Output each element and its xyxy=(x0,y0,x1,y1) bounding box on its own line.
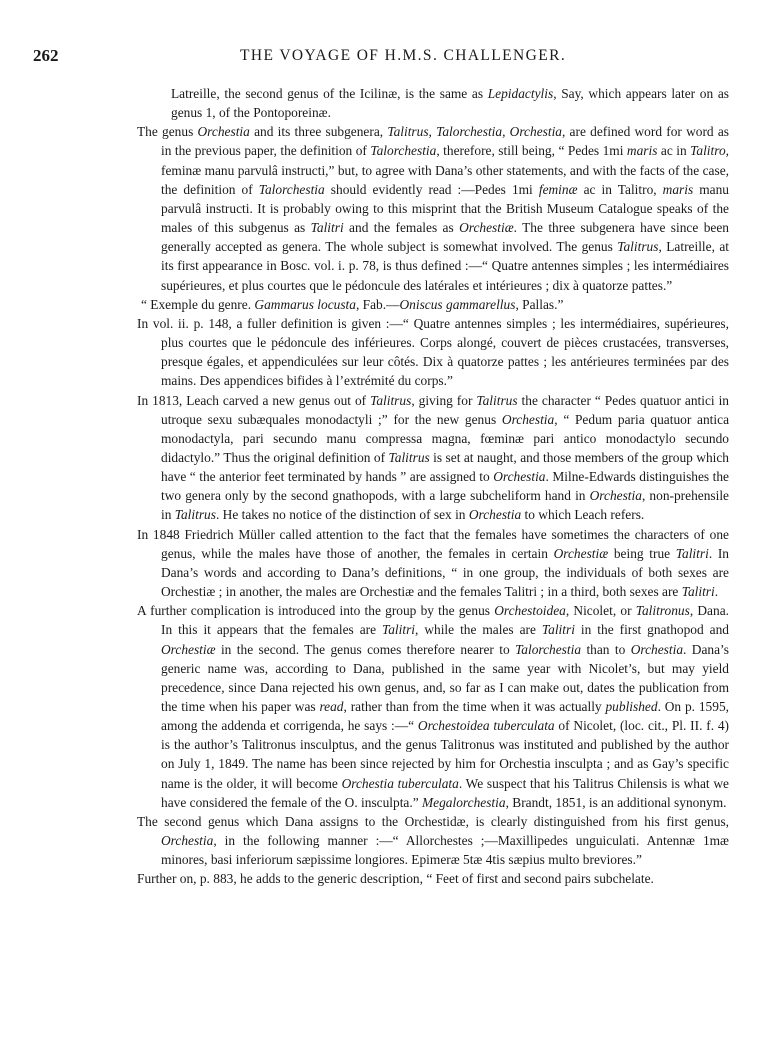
paragraph xyxy=(141,295,729,314)
text-run: , “ Pedum paria quatuor antica monodactyla, pari secundo manu compressa magna, fœminæ pari antico monodactylo secundo didactylo.” Thus the original definition of xyxy=(161,411,730,465)
paragraph xyxy=(137,601,730,812)
italic-term: Oniscus gammarellus xyxy=(399,296,516,312)
italic-term: Orchestiæ xyxy=(161,641,216,657)
text-run: , non-prehensile in xyxy=(161,488,729,523)
text-run: . We suspect that his Talitrus Chilensis is what we have considered the female of the O. insculpta.” xyxy=(161,775,729,810)
text-run: The second genus which Dana assigns to the Orchestidæ, is clearly distinguished from his first genus, xyxy=(137,813,729,829)
text-run: . xyxy=(714,584,719,600)
text-run: , Pallas.” xyxy=(515,296,564,312)
running-title: THE VOYAGE OF H.M.S. CHALLENGER. xyxy=(240,47,567,64)
text-run: . Dana’s generic name was, according to Dana, published in the same year with Nicolet’s, but may yield precedence, since Dana rejected his own genus, and, so far as I can make out, dates the publication from the time when his paper was xyxy=(161,641,729,714)
text-run: should evidently read :—Pedes 1mi xyxy=(324,181,539,197)
italic-term: Orchestia xyxy=(493,469,546,485)
page-number: 262 xyxy=(33,46,59,65)
text-run: manu parvulâ instructi. It is probably owing to this misprint that the British Museum Catalogue speaks of the males of this subgenus as xyxy=(161,181,729,236)
paragraph xyxy=(171,84,729,122)
text-run: than to xyxy=(581,641,631,657)
text-run: , in the following manner :—“ Allorchestes ;—Maxillipedes unguiculati. Antennæ 1mæ minores, basi inferiorum sæpissime longiores. Epimeræ 5tæ 4tis sæpius multo breviores.” xyxy=(161,833,729,868)
italic-term: Orchestiæ xyxy=(553,545,609,561)
italic-term: maris xyxy=(626,143,658,159)
italic-term: read xyxy=(319,699,344,714)
italic-term: Talitri xyxy=(382,622,416,638)
italic-term: Talitrus, Talorchestia, Orchestia xyxy=(387,124,562,140)
paragraph xyxy=(137,525,729,602)
text-run: and its three subgenera, xyxy=(249,124,388,140)
italic-term: Talitri xyxy=(541,622,575,638)
text-run: In 1813, Leach carved a new genus out of xyxy=(137,392,371,408)
text-run: , giving for xyxy=(411,392,477,408)
italic-term: published xyxy=(605,699,658,714)
italic-term: Orchestiæ xyxy=(459,220,514,236)
text-run: In 1848 Friedrich Müller called attention to the fact that the females have sometimes the characters of one genus, while the males have those of another, the females in certain xyxy=(137,526,729,561)
italic-term: Lepidactylis xyxy=(487,86,554,101)
italic-term: Talitrus xyxy=(476,392,518,408)
text-run: . On p. 1595, among the addenda et corrigenda, he says :—“ xyxy=(161,699,729,734)
text-run: , Latreille, at its first appearance in Bosc. vol. i. p. 78, is thus defined :—“ Quatre antennes simples ; les intermédiaires supérieures, et plus courtes que le pédoncule des latérales et intérieures ; dix à quatorze pattes.” xyxy=(161,239,730,293)
italic-term: Talitri xyxy=(681,584,715,600)
italic-term: maris xyxy=(662,181,694,197)
text-run: . The three subgenera have since been generally accepted as genera. The whole subject is somewhat involved. The genus xyxy=(161,220,729,255)
text-run: In vol. ii. p. 148, a fuller definition is given :—“ Quatre antennes simples ; les intermédiaires, supérieures, plus courtes que le pédoncule des inférieures. Corps alongé, couvert de pièces crustacées, transverses, presque égales, et appendiculées sur leur côtés. Dix à quatorze pattes ; les antérieures terminées par des mains. Des appendices bifides à l’extrémité du corps.” xyxy=(137,315,729,389)
text-run: . In Dana’s words and according to Dana’s definitions, “ in one group, the individuals of both sexes are Orchestiæ ; in another, the males are Orchestiæ and the females Talitri ; in a third, both sexes are xyxy=(161,545,729,600)
paragraph xyxy=(137,314,729,391)
italic-term: Talitronus xyxy=(635,603,690,619)
text-run: of Nicolet, (loc. cit., Pl. II. f. 4) is the author’s Talitronus insculptus, and the genus Talitronus was instituted and published by the author on July 1, 1849. The name has been since rejected by him for Orchestia insculpta ; and as Gay’s specific name is the older, it will become xyxy=(161,718,730,791)
italic-term: Orchestia tuberculata xyxy=(341,775,459,791)
text-run: . Milne-Edwards distinguishes the two genera only by the second gnathopods, with a large subcheliform hand in xyxy=(161,469,730,504)
page-header xyxy=(33,46,733,72)
text-run: , rather than from the time when it was actually xyxy=(343,699,606,714)
text-run: ac in Talitro, xyxy=(577,181,663,197)
italic-term: Talitri xyxy=(310,220,344,236)
italic-term: Talorchestia xyxy=(258,181,325,197)
italic-term: Orchestia xyxy=(630,641,684,657)
text-run: , Nicolet, or xyxy=(565,603,636,619)
text-run: , therefore, still being, “ Pedes 1mi xyxy=(436,143,627,159)
text-run: , Dana. In this it appears that the females are xyxy=(161,603,729,638)
italic-term: Talitrus xyxy=(370,392,412,408)
italic-term: Talorchestia xyxy=(370,143,437,159)
paragraph xyxy=(137,812,729,869)
italic-term: Orchestia xyxy=(501,411,555,427)
italic-term: Orchestia xyxy=(589,488,642,504)
text-run: , Brandt, 1851, is an additional synonym. xyxy=(505,794,727,810)
italic-term: Talitrus xyxy=(388,449,430,465)
italic-term: Talitri xyxy=(675,545,709,561)
italic-term: Orchestia xyxy=(468,507,522,523)
italic-term: Orchestoidea xyxy=(494,603,566,619)
text-run: to which Leach refers. xyxy=(521,507,645,523)
text-run: is set at naught, and those members of the group which have “ the anterior feet terminated by hands ” are assigned to xyxy=(161,449,729,485)
italic-term: Talorchestia xyxy=(515,641,582,657)
italic-term: Orchestia xyxy=(197,124,250,140)
italic-term: Orchestoidea tuberculata xyxy=(417,718,555,734)
text-run: being true xyxy=(608,545,676,561)
italic-term: feminæ xyxy=(538,181,578,197)
text-run: , feminæ manu parvulâ instructi,” but, to agree with Dana’s other statements, and with the facts of the case, the definition of xyxy=(161,143,729,197)
italic-term: Talitrus xyxy=(617,239,659,255)
italic-term: Gammarus locusta xyxy=(254,296,356,312)
text-run: in the first gnathopod and xyxy=(574,622,729,638)
text-run: in the second. The genus comes therefore nearer to xyxy=(215,641,516,657)
text-run: , are defined word for word as in the previous paper, the definition of xyxy=(161,124,729,159)
paragraph xyxy=(137,391,730,525)
paragraph xyxy=(137,122,730,294)
paragraph xyxy=(137,869,729,888)
text-run: , while the males are xyxy=(415,622,542,638)
text-run: . He takes no notice of the distinction of sex in xyxy=(215,507,469,523)
italic-term: Talitrus xyxy=(174,507,216,523)
text-run: , Fab.— xyxy=(355,296,400,312)
text-run: Latreille, the second genus of the Icilinæ, is the same as xyxy=(171,86,488,101)
italic-term: Megalorchestia xyxy=(422,794,506,810)
body-text xyxy=(137,84,729,889)
italic-term: Orchestia xyxy=(161,833,214,849)
text-run: The genus xyxy=(137,124,198,140)
text-run: Further on, p. 883, he adds to the generic description, “ Feet of first and second pairs subchelate. xyxy=(137,871,654,887)
text-run: the character “ Pedes quatuor antici in utroque sexu subæquales monodactyli ;” for the new genus xyxy=(161,392,729,427)
text-run: and the females as xyxy=(343,220,460,236)
text-run: A further complication is introduced into the group by the genus xyxy=(137,603,495,619)
italic-term: Talitro xyxy=(690,143,726,159)
text-run: , Say, which appears later on as genus 1, of the Pontoporeinæ. xyxy=(171,86,729,121)
text-run: “ Exemple du genre. xyxy=(141,296,255,312)
text-run: ac in xyxy=(657,143,691,159)
